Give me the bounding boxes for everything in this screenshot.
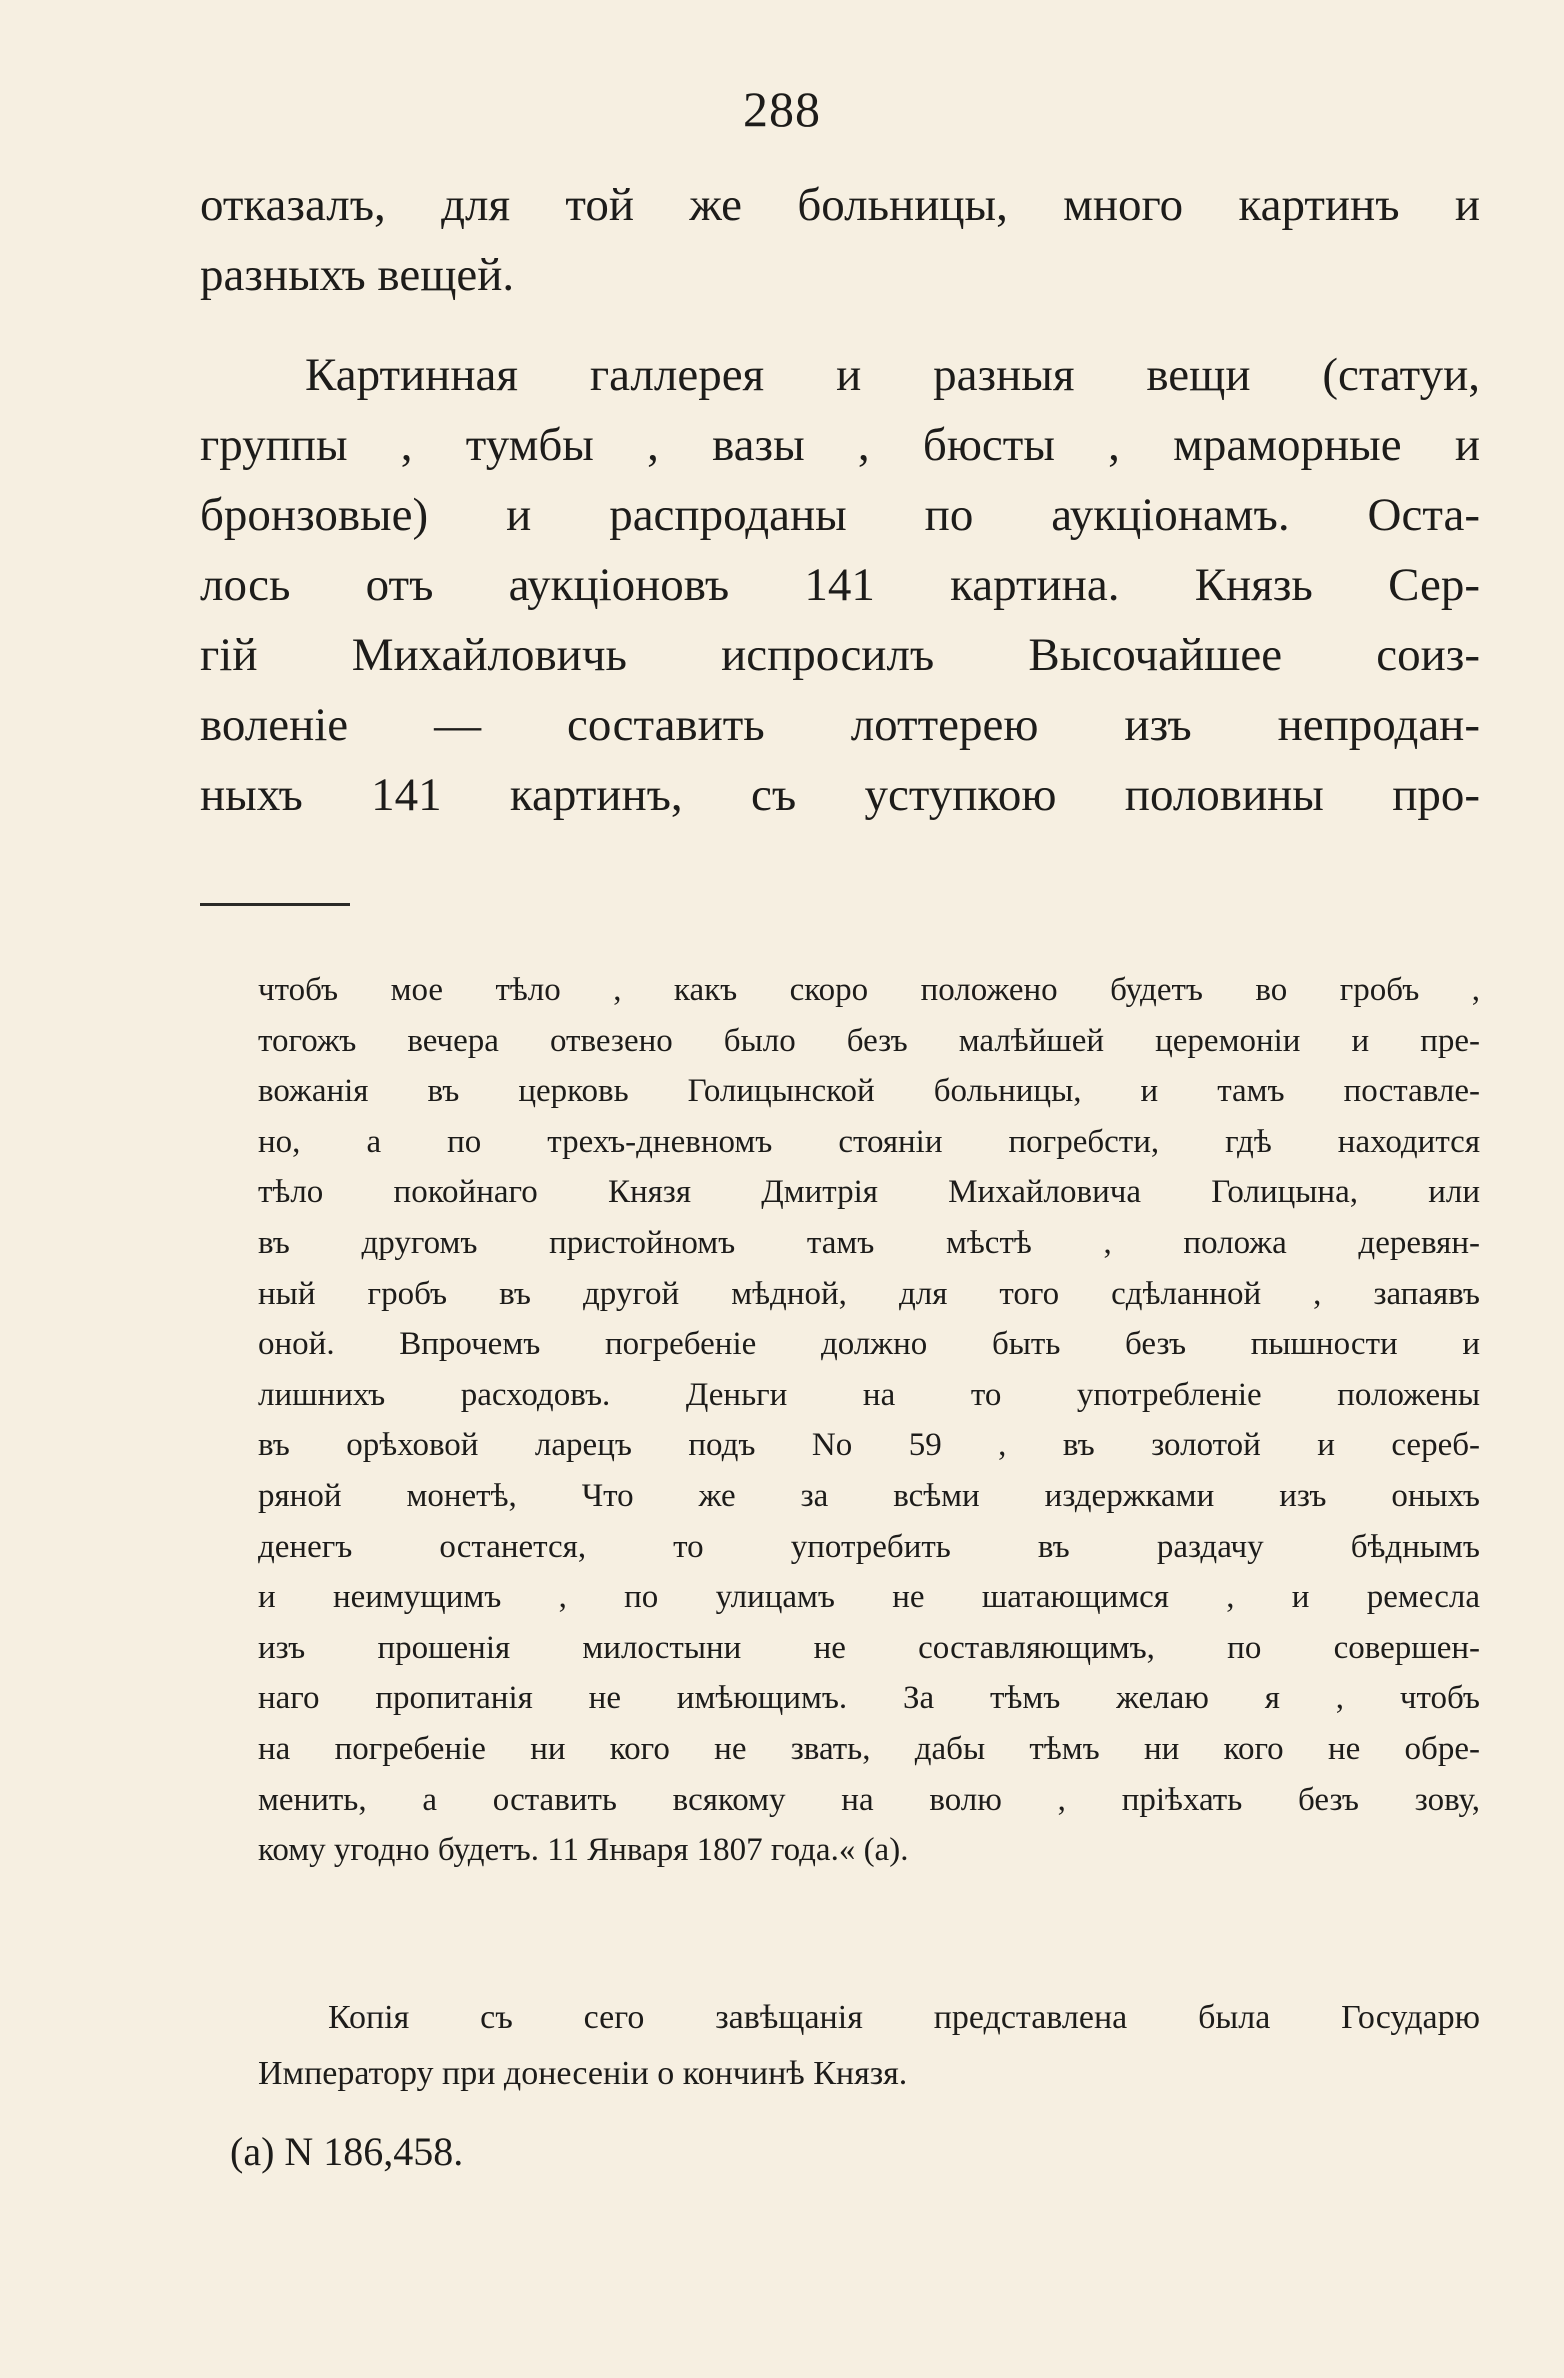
footnote-line: но, а по трехъ-дневномъ стояніи погребсти, гдѣ находится [258,1123,1480,1160]
footnote-line: въ орѣховой ларецъ подъ No 59 , въ золотой и сереб- [258,1427,1480,1464]
text-line: ныхъ 141 картинъ, съ уступкою половины про- [200,769,1480,821]
footnote-line: наго пропитанія не имѣющимъ. За тѣмъ желаю я , чтобъ [258,1680,1480,1717]
footnote-line: тѣло покойнаго Князя Дмитрія Михайловича Голицына, или [258,1174,1480,1211]
text-line: разныхъ вещей. [200,249,515,301]
footnote-text [258,965,1480,1876]
footnote-line: чтобъ мое тѣло , какъ скоро положено будетъ во гробъ , [258,972,1480,1008]
footnote-line: кому угодно будетъ. 11 Января 1807 года.« (а). [258,1832,909,1869]
copy-note [258,1990,1480,2102]
paragraph-gallery [200,340,1480,830]
footnote-line: тогожъ вечера отвезено было безъ малѣйшей церемоніи и пре- [258,1022,1480,1059]
copy-note-line: Императору при донесеніи о кончинѣ Князя. [258,2055,908,2092]
text-line: воленіе — составить лоттерею изъ непродан- [200,699,1480,751]
footnote-line: вожанія въ церковь Голицынской больницы, и тамъ поставле- [258,1073,1480,1110]
footnote-line: въ другомъ пристойномъ тамъ мѣстѣ , положа деревян- [258,1224,1480,1261]
footnote-line: оной. Впрочемъ погребеніе должно быть безъ пышности и [258,1326,1480,1363]
copy-note-line: Копія съ сего завѣщанія представлена была Государю [328,1999,1480,2036]
footnote-divider [200,903,350,906]
footnote-line: менить, а оставить всякому на волю , пріѣхать безъ зову, [258,1781,1480,1818]
text-line: бронзовые) и распроданы по аукціонамъ. Оста- [200,489,1480,541]
footnote-line: ряной монетѣ, Что же за всѣми издержками изъ оныхъ [258,1477,1480,1514]
text-line: гій Михайловичь испросилъ Высочайшее соиз- [200,629,1480,681]
text-line: лось отъ аукціоновъ 141 картина. Князь Сер- [200,559,1480,611]
footnote-line: на погребеніе ни кого не звать, дабы тѣмъ ни кого не обре- [258,1730,1480,1767]
text-line: группы , тумбы , вазы , бюсты , мраморные и [200,419,1480,471]
text-line: Картинная галлерея и разныя вещи (статуи, [305,349,1480,401]
reference-number: (а) N 186,458. [230,2129,464,2174]
page-number: 288 [743,81,821,137]
footnote-line: и неимущимъ , по улицамъ не шатающимся , и ремесла [258,1579,1480,1616]
text-line: отказалъ, для той же больницы, много картинъ и [200,179,1480,231]
footnote-line: изъ прошенія милостыни не составляющимъ, по совершен- [258,1629,1480,1666]
footnote-line: ный гробъ въ другой мѣдной, для того сдѣланной , запаявъ [258,1275,1480,1312]
paragraph-continued [200,170,1480,310]
footnote-line: денегъ останется, то употребить въ раздачу бѣднымъ [258,1528,1480,1565]
footnote-line: лишнихъ расходовъ. Деньги на то употребленіе положены [258,1376,1480,1413]
